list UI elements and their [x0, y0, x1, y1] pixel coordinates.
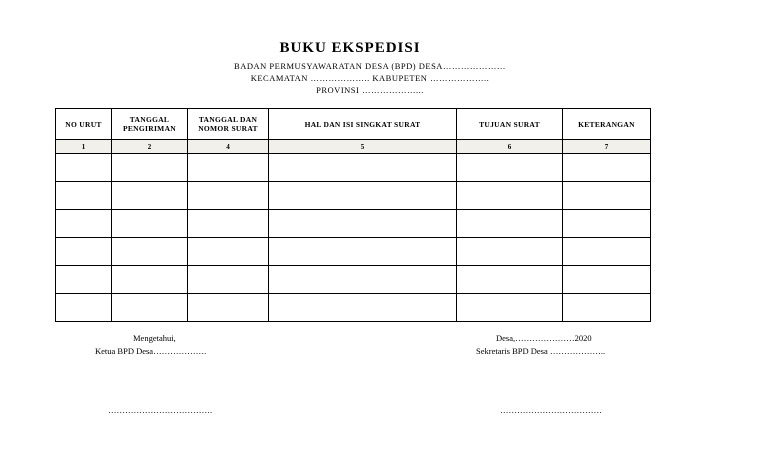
signature-left-label: Mengetahui, — [133, 333, 176, 343]
table-cell — [112, 266, 188, 294]
col-header-tanggal-pengiriman: TANGGAL PENGIRIMAN — [112, 109, 188, 140]
subtitle-provinsi: PROVINSI ………………... — [316, 85, 424, 95]
table-cell — [269, 294, 457, 322]
table-cell — [269, 238, 457, 266]
table-cell — [457, 294, 563, 322]
table-cell — [563, 210, 651, 238]
table-cell — [56, 210, 112, 238]
table-row — [56, 154, 651, 182]
document-title: BUKU EKSPEDISI — [279, 40, 421, 56]
col-header-no-urut: NO URUT — [56, 109, 112, 140]
signature-right-title: Sekretaris BPD Desa ……………….. — [476, 346, 606, 356]
col-number: 2 — [112, 140, 188, 154]
table-cell — [112, 154, 188, 182]
table-cell — [112, 182, 188, 210]
table-cell — [56, 154, 112, 182]
table-cell — [112, 294, 188, 322]
table-cell — [188, 266, 269, 294]
table-row — [56, 266, 651, 294]
table-cell — [563, 182, 651, 210]
table-cell — [563, 238, 651, 266]
col-number: 4 — [188, 140, 269, 154]
table-cell — [56, 238, 112, 266]
table-cell — [269, 182, 457, 210]
table-cell — [112, 238, 188, 266]
table-cell — [269, 210, 457, 238]
table-cell — [56, 182, 112, 210]
table-row — [56, 182, 651, 210]
table-cell — [56, 294, 112, 322]
table-cell — [457, 182, 563, 210]
table-cell — [457, 154, 563, 182]
col-header-tanggal-nomor-surat: TANGGAL DAN NOMOR SURAT — [188, 109, 269, 140]
table-header-row — [56, 109, 651, 140]
col-number: 5 — [269, 140, 457, 154]
table-cell — [112, 210, 188, 238]
table-cell — [563, 266, 651, 294]
table-cell — [188, 210, 269, 238]
table-cell — [188, 154, 269, 182]
column-number-row — [56, 140, 651, 154]
col-number: 1 — [56, 140, 112, 154]
col-number: 7 — [563, 140, 651, 154]
table-cell — [188, 294, 269, 322]
table-row — [56, 210, 651, 238]
table-cell — [563, 294, 651, 322]
table-cell — [269, 154, 457, 182]
table-row — [56, 294, 651, 322]
signature-left-title: Ketua BPD Desa………………. — [95, 346, 207, 356]
table-cell — [457, 238, 563, 266]
expedition-table — [55, 108, 651, 322]
signature-left-blank: ………………………………. — [108, 405, 213, 415]
signature-right-date: Desa,…………………2020 — [496, 333, 592, 343]
table-row — [56, 238, 651, 266]
col-header-tujuan-surat: TUJUAN SURAT — [457, 109, 563, 140]
table-cell — [563, 154, 651, 182]
signature-right-blank: ……………………………… — [500, 405, 602, 415]
col-header-hal-isi-surat: HAL DAN ISI SINGKAT SURAT — [269, 109, 457, 140]
table-cell — [56, 266, 112, 294]
table-cell — [188, 238, 269, 266]
table-cell — [457, 266, 563, 294]
table-cell — [269, 266, 457, 294]
col-number: 6 — [457, 140, 563, 154]
subtitle-kecamatan: KECAMATAN ……………….. KABUPETEN ……………….. — [250, 73, 490, 83]
subtitle-badan: BADAN PERMUSYAWARATAN DESA (BPD) DESA………………… — [234, 61, 506, 71]
table-cell — [457, 210, 563, 238]
col-header-keterangan: KETERANGAN — [563, 109, 651, 140]
table-cell — [188, 182, 269, 210]
